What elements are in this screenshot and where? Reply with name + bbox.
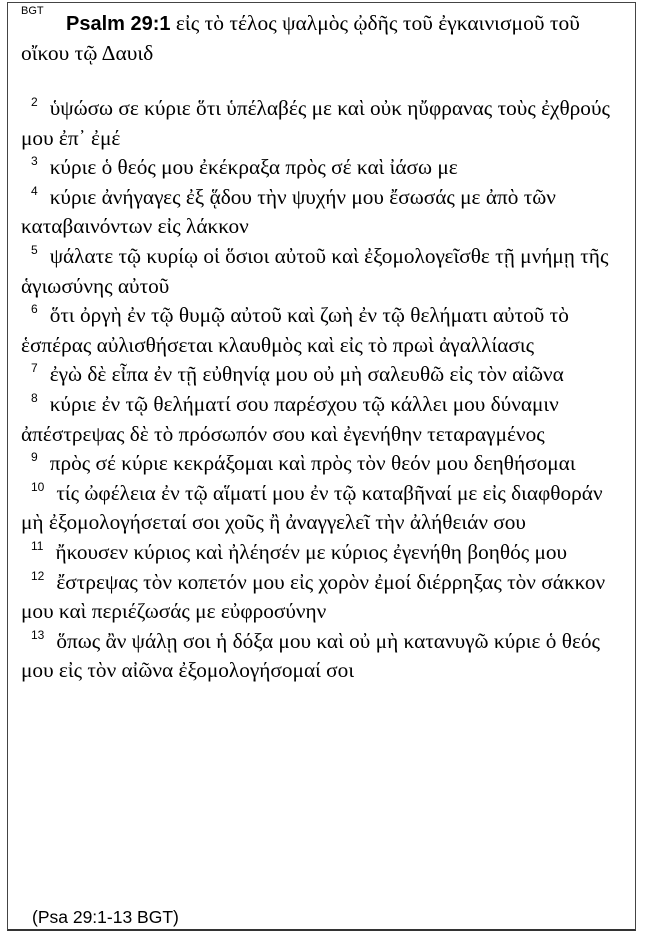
scripture-panel (7, 2, 636, 931)
psalm-superscription: εἰς τὸ τέλος ψαλμὸς ᾠδῆς τοῦ ἐγκαινισμοῦ τοῦ οἴκου τῷ Δαυιδ (21, 11, 580, 65)
verse-number: 12 (31, 568, 45, 583)
verse-number: 2 (31, 95, 38, 109)
verse-number: 9 (31, 450, 38, 465)
verse (21, 183, 629, 242)
version-tag: BGT (21, 5, 44, 17)
verse-number: 13 (31, 627, 45, 642)
verse-number: 4 (31, 183, 38, 198)
verse (21, 568, 629, 627)
verse-text: τίς ὠφέλεια ἐν τῷ αἵματί μου ἐν τῷ καταβῆναί με εἰς διαφθοράν μὴ ἐξομολογήσεταί σοι χοῦς ἢ ἀναγγελεῖ τὴν ἀλήθειάν σου (21, 480, 603, 535)
verse-text: ὅτι ὀργὴ ἐν τῷ θυμῷ αὐτοῦ καὶ ζωὴ ἐν τῷ θελήματι αὐτοῦ τὸ ἑσπέρας αὐλισθήσεται κλαυθμὸς καὶ εἰς τὸ πρωὶ ἀγαλλίασις (21, 303, 569, 357)
verse-number: 8 (31, 390, 38, 405)
verse (21, 538, 629, 568)
passage-citation: (Psa 29:1-13 BGT) (32, 907, 179, 927)
verse (21, 242, 629, 301)
verse-number: 7 (31, 361, 38, 376)
verse (21, 449, 629, 479)
verse (21, 94, 629, 153)
verse-text: ὅπως ἂν ψάλῃ σοι ἡ δόξα μου καὶ οὐ μὴ κατανυγῶ κύριε ὁ θεός μου εἰς τὸν αἰῶνα ἐξομολογήσομαί σοι (21, 628, 600, 683)
verse-number: 3 (31, 154, 38, 169)
verse-number: 11 (31, 538, 44, 553)
verse (21, 301, 629, 360)
verse-text: ἐγὼ δὲ εἶπα ἐν τῇ εὐθηνίᾳ μου οὐ μὴ σαλευθῶ εἰς τὸν αἰῶνα (49, 362, 564, 387)
verse-text: κύριε ὁ θεός μου ἐκέκραξα πρὸς σέ καὶ ἰάσω με (49, 155, 458, 180)
verse (21, 479, 629, 538)
verse (21, 153, 629, 183)
verse-text: πρὸς σέ κύριε κεκράξομαι καὶ πρὸς τὸν θεόν μου δεηθήσομαι (49, 451, 576, 476)
verse-list (21, 94, 629, 686)
psalm-reference: Psalm 29:1 (66, 13, 171, 35)
verse-number: 10 (31, 479, 45, 494)
verse (21, 360, 629, 390)
verse (21, 390, 629, 449)
verse-text: ἔστρεψας τὸν κοπετόν μου εἰς χορὸν ἐμοί διέρρηξας τὸν σάκκον μου καὶ περιέζωσάς με εὐφροσύνην (21, 569, 606, 624)
verse-number: 5 (31, 242, 38, 257)
verse-text: κύριε ἐν τῷ θελήματί σου παρέσχου τῷ κάλλει μου δύναμιν ἀπέστρεψας δὲ τὸ πρόσωπόν σου καὶ ἐγενήθην τεταραγμένος (21, 391, 559, 446)
verse-text: κύριε ἀνήγαγες ἐξ ᾅδου τὴν ψυχήν μου ἔσωσάς με ἀπὸ τῶν καταβαινόντων εἰς λάκκον (21, 184, 556, 239)
verse-text: ἤκουσεν κύριος καὶ ἠλέησέν με κύριος ἐγενήθη βοηθός μου (55, 539, 568, 564)
verse-number: 6 (31, 302, 38, 317)
verse-text: ὑψώσω σε κύριε ὅτι ὑπέλαβές με καὶ οὐκ ηὔφρανας τοὺς ἐχθρούς μου ἐπ᾽ ἐμέ (21, 96, 610, 150)
psalm-heading (21, 9, 626, 68)
verse-text: ψάλατε τῷ κυρίῳ οἱ ὅσιοι αὐτοῦ καὶ ἐξομολογεῖσθε τῇ μνήμῃ τῆς ἁγιωσύνης αὐτοῦ (21, 243, 609, 298)
verse (21, 627, 629, 686)
